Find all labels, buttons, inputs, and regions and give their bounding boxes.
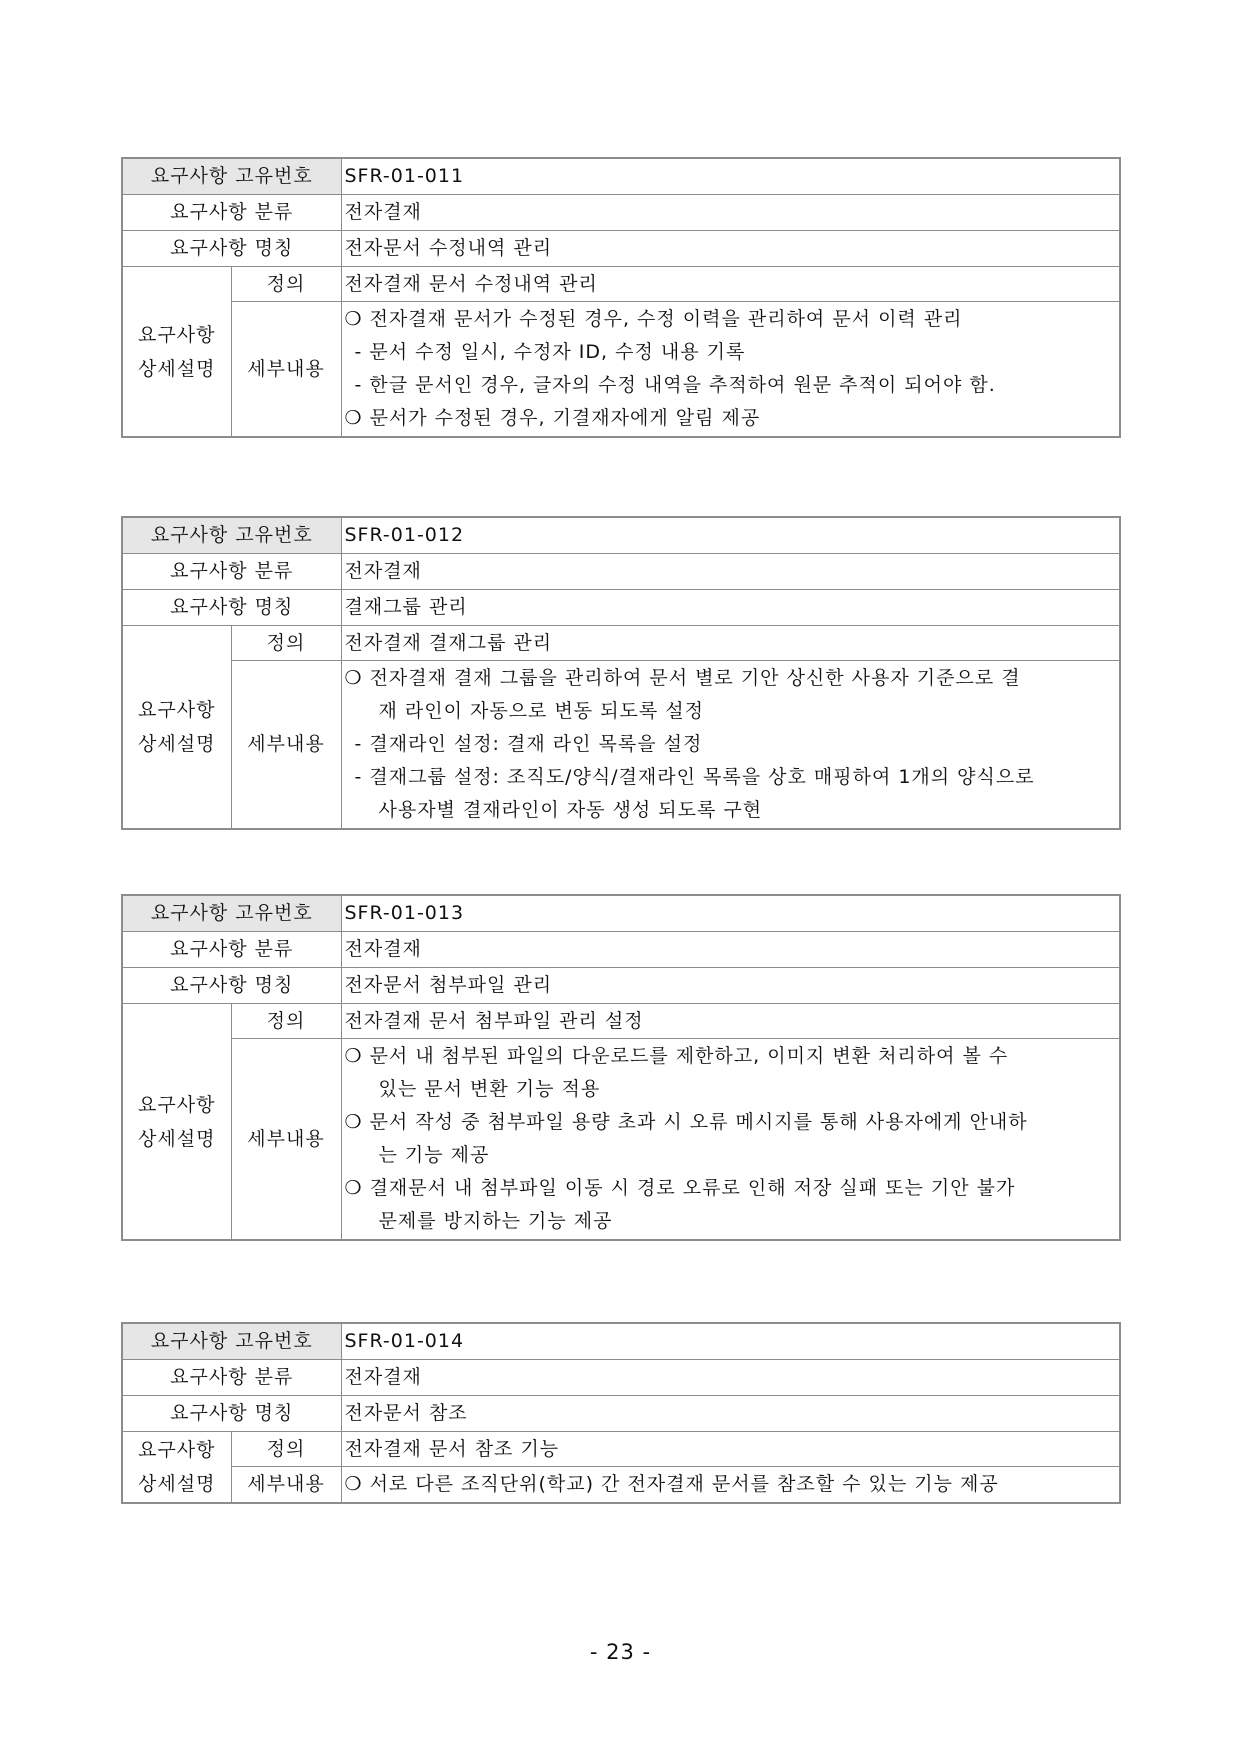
detail-line: ❍ 서로 다른 조직단위(학교) 간 전자결재 문서를 참조할 수 있는 기능 제공 [344, 1473, 999, 1495]
details-value [341, 661, 1120, 830]
name-value: 결재그룹 관리 [341, 590, 1120, 626]
detail-label [122, 626, 231, 830]
name-label: 요구사항 명칭 [122, 590, 341, 626]
detail-label-line-1: 요구사항 [138, 1439, 216, 1461]
detail-line: ❍ 결재문서 내 첨부파일 이동 시 경로 오류로 인해 저장 실패 또는 기안 불가 [344, 1177, 1016, 1199]
category-label: 요구사항 분류 [122, 195, 341, 231]
definition-label: 정의 [231, 1432, 341, 1467]
definition-value: 전자결재 문서 수정내역 관리 [341, 267, 1120, 302]
id-label: 요구사항 고유번호 [122, 158, 341, 195]
detail-line: 있는 문서 변환 기능 적용 [378, 1078, 601, 1100]
page-number: - 23 - [589, 1640, 652, 1664]
details-value [341, 1467, 1120, 1504]
detail-label-line-1: 요구사항 [138, 1093, 216, 1116]
id-value: SFR-01-011 [341, 158, 1120, 195]
detail-line: - 결재그룹 설정: 조직도/양식/결재라인 목록을 상호 매핑하여 1개의 양식으로 [354, 766, 1035, 788]
details-label: 세부내용 [231, 1467, 341, 1504]
detail-label [122, 267, 231, 438]
id-label: 요구사항 고유번호 [122, 517, 341, 554]
detail-label [122, 1432, 231, 1504]
detail-line: 는 기능 제공 [378, 1144, 490, 1166]
detail-label-line-2: 상세설명 [138, 357, 216, 380]
name-value: 전자문서 수정내역 관리 [341, 231, 1120, 267]
detail-line: 재 라인이 자동으로 변동 되도록 설정 [378, 700, 705, 722]
detail-label-line-2: 상세설명 [138, 1127, 216, 1150]
detail-line: ❍ 전자결재 결재 그룹을 관리하여 문서 별로 기안 상신한 사용자 기준으로 결 [344, 667, 1021, 689]
requirement-table-3 [121, 894, 1121, 1241]
detail-label [122, 1004, 231, 1241]
category-value: 전자결재 [341, 1360, 1120, 1396]
name-value: 전자문서 참조 [341, 1396, 1120, 1432]
detail-line: ❍ 문서 내 첨부된 파일의 다운로드를 제한하고, 이미지 변환 처리하여 볼 수 [344, 1045, 1009, 1067]
id-label: 요구사항 고유번호 [122, 1323, 341, 1360]
category-label: 요구사항 분류 [122, 554, 341, 590]
definition-value: 전자결재 문서 참조 기능 [341, 1432, 1120, 1467]
category-label: 요구사항 분류 [122, 932, 341, 968]
details-label: 세부내용 [231, 661, 341, 830]
definition-label: 정의 [231, 626, 341, 661]
detail-label-line-2: 상세설명 [138, 1473, 216, 1495]
definition-value: 전자결재 문서 첨부파일 관리 설정 [341, 1004, 1120, 1039]
name-label: 요구사항 명칭 [122, 968, 341, 1004]
detail-line: - 한글 문서인 경우, 글자의 수정 내역을 추적하여 원문 추적이 되어야 함. [354, 374, 996, 396]
definition-value: 전자결재 결재그룹 관리 [341, 626, 1120, 661]
category-value: 전자결재 [341, 554, 1120, 590]
detail-line: - 문서 수정 일시, 수정자 ID, 수정 내용 기록 [354, 341, 746, 363]
definition-label: 정의 [231, 1004, 341, 1039]
name-label: 요구사항 명칭 [122, 1396, 341, 1432]
detail-label-line-1: 요구사항 [138, 699, 216, 721]
detail-line: ❍ 문서 작성 중 첨부파일 용량 초과 시 오류 메시지를 통해 사용자에게 안내하 [344, 1111, 1028, 1133]
detail-line: ❍ 전자결재 문서가 수정된 경우, 수정 이력을 관리하여 문서 이력 관리 [344, 308, 963, 330]
detail-line: 문제를 방지하는 기능 제공 [378, 1210, 613, 1232]
details-value [341, 1039, 1120, 1241]
details-value [341, 302, 1120, 438]
id-value: SFR-01-014 [341, 1323, 1120, 1360]
category-value: 전자결재 [341, 195, 1120, 231]
requirement-table-4 [121, 1322, 1121, 1504]
detail-label-line-2: 상세설명 [138, 733, 216, 755]
id-label: 요구사항 고유번호 [122, 895, 341, 932]
detail-line: ❍ 문서가 수정된 경우, 기결재자에게 알림 제공 [344, 407, 761, 429]
id-value: SFR-01-012 [341, 517, 1120, 554]
detail-label-line-1: 요구사항 [138, 323, 216, 346]
details-label: 세부내용 [231, 302, 341, 438]
details-label: 세부내용 [231, 1039, 341, 1241]
requirement-table-2 [121, 516, 1121, 830]
detail-line: 사용자별 결재라인이 자동 생성 되도록 구현 [378, 799, 763, 821]
definition-label: 정의 [231, 267, 341, 302]
category-value: 전자결재 [341, 932, 1120, 968]
category-label: 요구사항 분류 [122, 1360, 341, 1396]
detail-line: - 결재라인 설정: 결재 라인 목록을 설정 [354, 733, 703, 755]
requirement-table-1 [121, 157, 1121, 438]
id-value: SFR-01-013 [341, 895, 1120, 932]
name-label: 요구사항 명칭 [122, 231, 341, 267]
name-value: 전자문서 첨부파일 관리 [341, 968, 1120, 1004]
